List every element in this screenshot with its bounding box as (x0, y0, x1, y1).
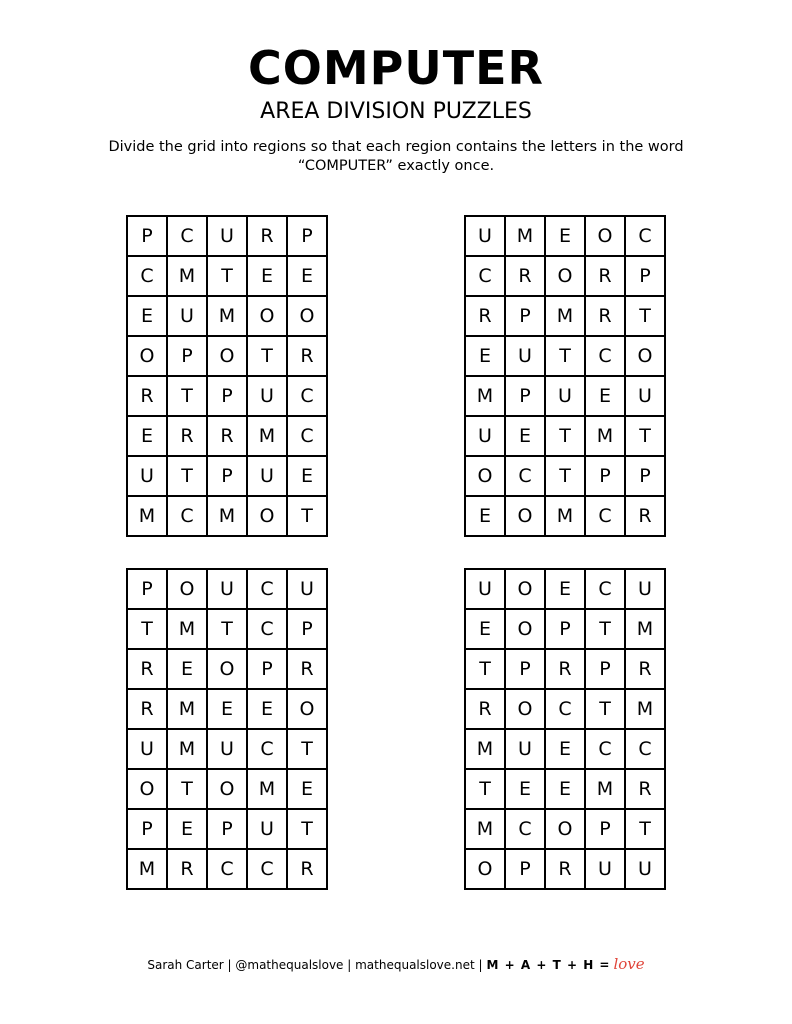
grid-cell: O (248, 497, 288, 537)
grid-cell: E (466, 337, 506, 377)
grid-cell: U (626, 570, 666, 610)
grid-cell: C (208, 850, 248, 890)
grid-cell: P (288, 610, 328, 650)
grid-cell: R (546, 850, 586, 890)
grid-cell: C (288, 377, 328, 417)
grid-cell: O (248, 297, 288, 337)
grid-cell: E (288, 457, 328, 497)
grid-cell: E (128, 417, 168, 457)
grid-cell: O (208, 337, 248, 377)
grid-cell: E (506, 417, 546, 457)
grid-cell: E (546, 730, 586, 770)
grid-cell: R (626, 497, 666, 537)
grid-cell: U (208, 570, 248, 610)
footer-credit: Sarah Carter | @mathequalslove | mathequalslove.net | (147, 958, 483, 972)
grid-cell: M (248, 417, 288, 457)
grid-cell: O (168, 570, 208, 610)
grid-cell: O (208, 650, 248, 690)
grid-cell: U (248, 457, 288, 497)
puzzle-grid-4 (464, 568, 666, 890)
grid-cell: R (586, 297, 626, 337)
grid-cell: P (586, 457, 626, 497)
grid-cell: R (288, 337, 328, 377)
grid-cell: R (208, 417, 248, 457)
grid-cell: R (168, 850, 208, 890)
grid-cell: C (626, 217, 666, 257)
grid-cell: O (288, 690, 328, 730)
grid-cell: C (248, 610, 288, 650)
grid-cell: E (208, 690, 248, 730)
grid-cell: T (288, 497, 328, 537)
grid-cell: O (546, 810, 586, 850)
grid-cell: M (168, 610, 208, 650)
puzzle-grid-3 (126, 568, 328, 890)
grid-cell: E (546, 217, 586, 257)
grid-cell: T (586, 610, 626, 650)
grid-cell: P (506, 377, 546, 417)
grid-cell: R (248, 217, 288, 257)
grid-cell: E (248, 690, 288, 730)
grid-cell: U (586, 850, 626, 890)
grid-cell: O (586, 217, 626, 257)
grid-cell: C (586, 337, 626, 377)
grid-cell: O (288, 297, 328, 337)
grid-cell: R (546, 650, 586, 690)
grid-cell: T (248, 337, 288, 377)
grid-cell: R (168, 417, 208, 457)
grid-cell: T (546, 417, 586, 457)
grid-cell: M (128, 850, 168, 890)
page-title: COMPUTER (248, 41, 544, 95)
grid-cell: M (466, 730, 506, 770)
grid-cell: T (128, 610, 168, 650)
grid-cell: T (626, 297, 666, 337)
grid-cell: O (208, 770, 248, 810)
grid-cell: E (168, 650, 208, 690)
grid-cell: U (128, 730, 168, 770)
grid-cell: C (248, 570, 288, 610)
footer-brand: M + A + T + H = (486, 958, 611, 972)
grid-cell: P (168, 337, 208, 377)
grid-cell: O (506, 690, 546, 730)
grid-cell: M (168, 730, 208, 770)
instructions: Divide the grid into regions so that each region contains the letters in the word “COMPUTER” exactly once. (108, 139, 684, 174)
grid-cell: R (626, 770, 666, 810)
grid-cell: R (288, 650, 328, 690)
grid-cell: R (626, 650, 666, 690)
grid-cell: C (168, 497, 208, 537)
grid-cell: O (626, 337, 666, 377)
grid-cell: P (586, 810, 626, 850)
grid-cell: C (586, 570, 626, 610)
grid-cell: T (466, 770, 506, 810)
grid-cell: O (466, 850, 506, 890)
grid-cell: T (208, 257, 248, 297)
grid-cell: C (466, 257, 506, 297)
grid-cell: M (208, 297, 248, 337)
grid-cell: U (506, 337, 546, 377)
page-subtitle: AREA DIVISION PUZZLES (260, 99, 532, 124)
grid-cell: M (466, 377, 506, 417)
grid-cell: C (248, 730, 288, 770)
grid-cell: M (128, 497, 168, 537)
grid-cell: E (288, 770, 328, 810)
grid-cell: P (506, 650, 546, 690)
grid-cell: M (586, 770, 626, 810)
grid-cell: U (626, 850, 666, 890)
grid-cell: U (248, 377, 288, 417)
grid-cell: M (586, 417, 626, 457)
grid-cell: P (506, 297, 546, 337)
grid-cell: P (248, 650, 288, 690)
grid-cell: T (626, 810, 666, 850)
grid-cell: U (466, 217, 506, 257)
grid-cell: U (208, 730, 248, 770)
grid-cell: O (506, 610, 546, 650)
grid-cell: R (506, 257, 546, 297)
grid-cell: T (546, 337, 586, 377)
grid-cell: M (626, 610, 666, 650)
grid-cell: R (466, 297, 506, 337)
grid-cell: U (466, 417, 506, 457)
grid-cell: U (506, 730, 546, 770)
grid-cell: C (586, 730, 626, 770)
grid-cell: C (506, 457, 546, 497)
grid-cell: M (248, 770, 288, 810)
grid-cell: T (466, 650, 506, 690)
grid-cell: C (626, 730, 666, 770)
grid-cell: P (626, 457, 666, 497)
grid-cell: P (208, 377, 248, 417)
grid-cell: P (626, 257, 666, 297)
grid-cell: T (208, 610, 248, 650)
grid-cell: E (466, 610, 506, 650)
puzzle-grid-2 (464, 215, 666, 537)
grid-cell: P (546, 610, 586, 650)
grid-cell: T (546, 457, 586, 497)
grid-cell: P (128, 810, 168, 850)
grid-cell: O (466, 457, 506, 497)
grid-cell: E (288, 257, 328, 297)
grid-cell: P (506, 850, 546, 890)
grid-cell: R (128, 690, 168, 730)
grid-cell: M (168, 257, 208, 297)
grid-cell: U (248, 810, 288, 850)
grid-cell: T (288, 730, 328, 770)
grid-cell: R (128, 377, 168, 417)
grid-cell: P (208, 457, 248, 497)
grid-cell: E (168, 810, 208, 850)
grid-cell: C (506, 810, 546, 850)
grid-cell: E (506, 770, 546, 810)
grid-cell: E (546, 770, 586, 810)
grid-cell: E (546, 570, 586, 610)
grid-cell: C (248, 850, 288, 890)
grid-cell: T (626, 417, 666, 457)
grid-cell: C (288, 417, 328, 457)
grid-cell: U (128, 457, 168, 497)
grid-cell: P (586, 650, 626, 690)
grid-cell: O (506, 497, 546, 537)
grid-cell: C (586, 497, 626, 537)
grid-cell: M (626, 690, 666, 730)
grid-cell: U (288, 570, 328, 610)
grid-cell: M (168, 690, 208, 730)
grid-cell: U (208, 217, 248, 257)
grid-cell: C (128, 257, 168, 297)
grid-cell: R (466, 690, 506, 730)
grid-cell: T (168, 457, 208, 497)
grid-cell: E (248, 257, 288, 297)
grid-cell: U (168, 297, 208, 337)
grid-cell: M (546, 497, 586, 537)
grid-cell: R (128, 650, 168, 690)
grid-cell: T (168, 770, 208, 810)
grid-cell: O (128, 337, 168, 377)
grid-cell: C (168, 217, 208, 257)
grid-cell: P (208, 810, 248, 850)
grid-cell: M (506, 217, 546, 257)
grid-cell: O (546, 257, 586, 297)
grid-cell: R (288, 850, 328, 890)
grid-cell: P (128, 217, 168, 257)
grid-cell: T (586, 690, 626, 730)
grid-cell: T (168, 377, 208, 417)
puzzle-grid-1 (126, 215, 328, 537)
grid-cell: P (128, 570, 168, 610)
grid-cell: M (466, 810, 506, 850)
grid-cell: R (586, 257, 626, 297)
grid-cell: C (546, 690, 586, 730)
grid-cell: E (128, 297, 168, 337)
grid-cell: O (506, 570, 546, 610)
footer-love-logo: love (613, 955, 645, 973)
grid-cell: U (466, 570, 506, 610)
grid-cell: P (288, 217, 328, 257)
grid-cell: E (466, 497, 506, 537)
grid-cell: M (546, 297, 586, 337)
grid-cell: T (288, 810, 328, 850)
grid-cell: U (546, 377, 586, 417)
grid-cell: O (128, 770, 168, 810)
grid-cell: E (586, 377, 626, 417)
grid-cell: M (208, 497, 248, 537)
grid-cell: U (626, 377, 666, 417)
footer (0, 955, 792, 973)
